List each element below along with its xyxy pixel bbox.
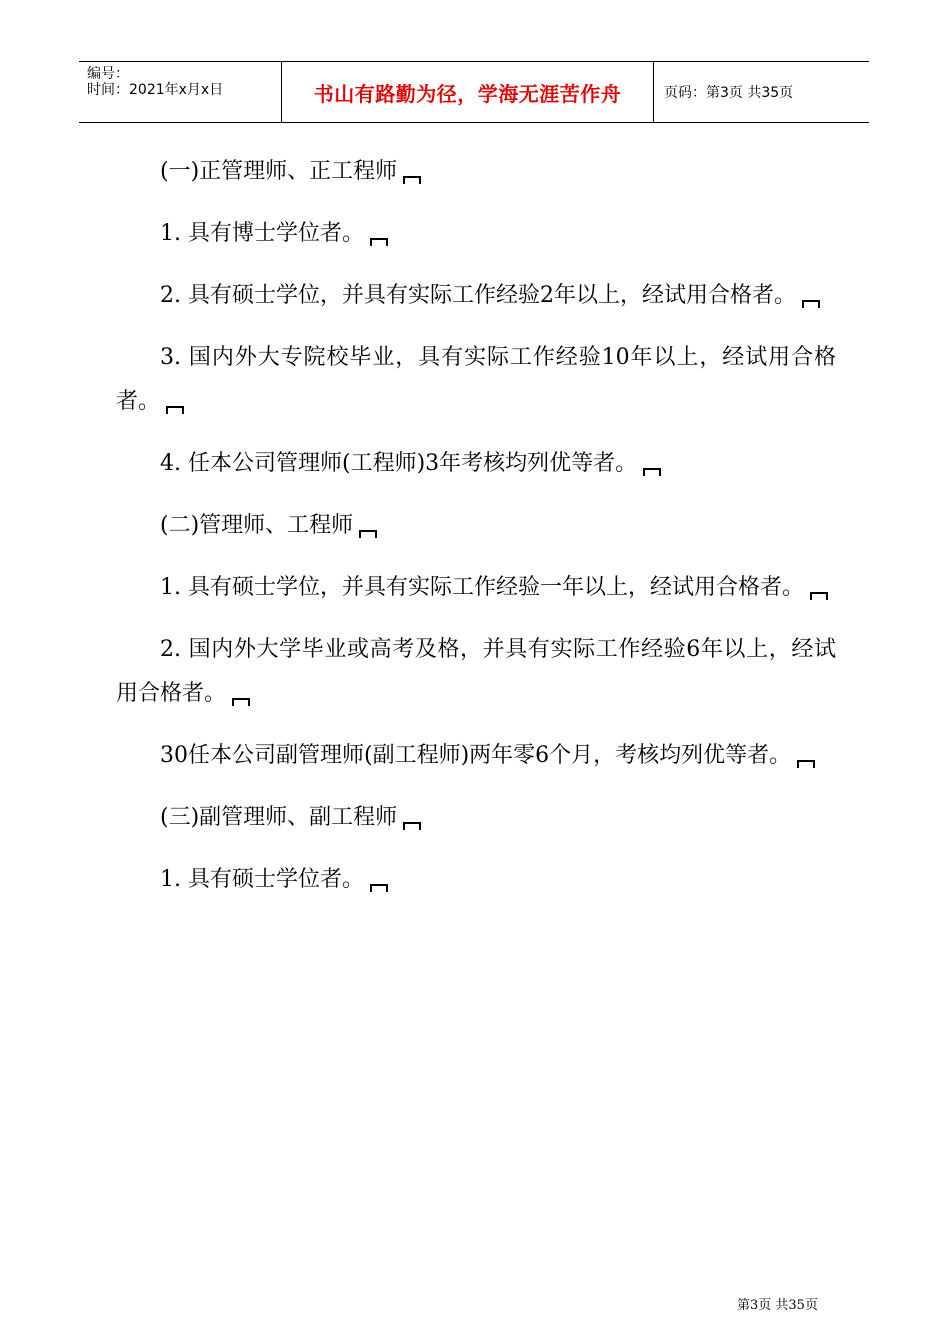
list-item: [116, 858, 836, 902]
list-item: [116, 336, 836, 424]
list-item: [116, 274, 836, 318]
paragraph-text: 3. 国内外大专院校毕业，具有实际工作经验10年以上，经试用合格者。: [116, 345, 836, 414]
paragraph-text: 2. 具有硕士学位，并具有实际工作经验2年以上，经试用合格者。: [160, 283, 796, 308]
paragraph-mark-icon: [643, 468, 661, 476]
section-heading-1: [116, 150, 836, 194]
paragraph-text: (三)副管理师、副工程师: [160, 805, 398, 830]
paragraph-text: 1. 具有博士学位者。: [160, 221, 364, 246]
paragraph-mark-icon: [359, 530, 377, 538]
header-motto: 书山有路勤为径，学海无涯苦作舟: [282, 62, 654, 122]
paragraph-mark-icon: [403, 176, 421, 184]
paragraph-text: 1. 具有硕士学位，并具有实际工作经验一年以上，经试用合格者。: [160, 575, 804, 600]
list-item: [116, 628, 836, 716]
list-item: [116, 566, 836, 610]
paragraph-mark-icon: [802, 300, 820, 308]
list-item: [116, 734, 836, 778]
list-item: [116, 212, 836, 256]
paragraph-mark-icon: [370, 884, 388, 892]
paragraph-text: (一)正管理师、正工程师: [160, 159, 398, 184]
paragraph-mark-icon: [403, 822, 421, 830]
paragraph-mark-icon: [232, 698, 250, 706]
paragraph-text: 4. 任本公司管理师(工程师)3年考核均列优等者。: [160, 451, 638, 476]
paragraph-mark-icon: [810, 592, 828, 600]
footer-page-number: 第3页 共35页: [737, 1298, 818, 1313]
paragraph-text: (二)管理师、工程师: [160, 513, 354, 538]
paragraph-mark-icon: [166, 406, 184, 414]
header-meta-cell: [79, 62, 282, 122]
document-number-label: 编号：: [87, 66, 129, 82]
paragraph-text: 30任本公司副管理师(副工程师)两年零6个月，考核均列优等者。: [160, 743, 792, 768]
paragraph-mark-icon: [797, 760, 815, 768]
paragraph-text: 2. 国内外大学毕业或高考及格，并具有实际工作经验6年以上，经试用合格者。: [116, 637, 836, 706]
list-item: [116, 442, 836, 486]
document-date: 时间：2021年x月x日: [87, 82, 224, 98]
header-page-number: 页码：第3页 共35页: [664, 85, 794, 101]
paragraph-mark-icon: [370, 238, 388, 246]
document-body: [116, 150, 836, 920]
document-header: [79, 61, 869, 123]
paragraph-text: 1. 具有硕士学位者。: [160, 867, 364, 892]
section-heading-2: [116, 504, 836, 548]
section-heading-3: [116, 796, 836, 840]
